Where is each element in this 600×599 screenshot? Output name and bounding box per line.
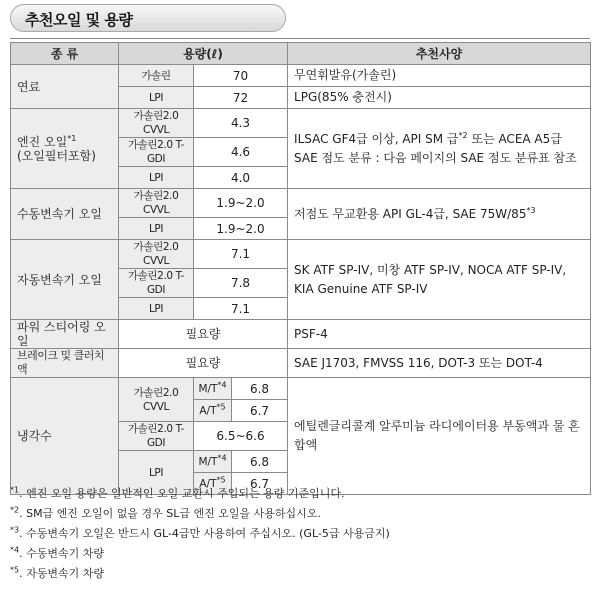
manual-trans-spec-text: 저점도 무교환용 API GL-4급, SAE 75W/85	[294, 206, 527, 221]
auto-trans-spec-line2: KIA Genuine ATF SP-IV	[294, 281, 428, 296]
coolant-cvvl-mt-sup: *4	[217, 380, 227, 389]
engine-oil-spec-line1b: 또는 ACEA A5급	[467, 131, 562, 146]
table-row	[11, 349, 591, 378]
footnote-mark: *4	[10, 545, 20, 555]
engine-oil-spec-line1a: ILSAC GF4급 이상, API SM 급	[294, 131, 459, 146]
footnote-mark: *2	[10, 505, 20, 515]
footnotes	[10, 484, 590, 584]
engine-oil-label	[11, 109, 119, 189]
brake-clutch-value: 필요량	[119, 349, 288, 378]
coolant-lpi-mt-text: M/T	[198, 455, 218, 468]
coolant-sub-cvvl: 가솔린2.0 CVVL	[119, 378, 194, 422]
table-row	[11, 109, 591, 138]
fuel-sub-lpi: LPI	[119, 87, 194, 109]
oil-capacity-table	[10, 42, 591, 495]
power-steering-label: 파워 스티어링 오일	[11, 320, 119, 349]
coolant-lpi-mt-sup: *4	[217, 453, 227, 462]
footnote-mark: *1	[10, 485, 20, 495]
fuel-sub-gasoline: 가솔린	[119, 65, 194, 87]
engine-oil-value-cvvl: 4.3	[194, 109, 288, 138]
coolant-lpi-at-sup: *5	[216, 475, 226, 484]
coolant-lpi-mt-mode	[194, 451, 232, 473]
auto-trans-spec	[288, 240, 591, 320]
footnote-mark: *5	[10, 565, 20, 575]
manual-trans-label: 수동변속기 오일	[11, 189, 119, 240]
fuel-spec-lpi: LPG(85% 충전시)	[288, 87, 591, 109]
engine-oil-sub-cvvl: 가솔린2.0 CVVL	[119, 109, 194, 138]
coolant-cvvl-at-text: A/T	[199, 404, 217, 417]
fuel-value-gasoline: 70	[194, 65, 288, 87]
header-type: 종 류	[11, 43, 119, 65]
table-row	[11, 189, 591, 218]
page-title: 추천오일 및 용량	[25, 11, 133, 29]
manual-trans-value-cvvl: 1.9~2.0	[194, 189, 288, 218]
auto-trans-value-tgdi: 7.8	[194, 269, 288, 298]
footnote	[10, 484, 590, 504]
brake-clutch-label: 브레이크 및 클러치액	[11, 349, 119, 378]
coolant-cvvl-at-mode	[194, 400, 232, 422]
coolant-spec: 에틸렌글리콜계 알루미늄 라디에이터용 부동액과 물 혼합액	[288, 378, 591, 495]
footnote	[10, 564, 590, 584]
header-spec: 추천사양	[288, 43, 591, 65]
coolant-lpi-mt-value: 6.8	[232, 451, 288, 473]
engine-oil-value-lpi: 4.0	[194, 167, 288, 189]
engine-oil-spec	[288, 109, 591, 189]
engine-oil-sub-lpi: LPI	[119, 167, 194, 189]
table-row	[11, 378, 591, 400]
footnote-text: . 수동변속기 오일은 반드시 GL-4급만 사용하여 주십시오. (GL-5급 사용금지)	[19, 527, 390, 540]
fuel-label: 연료	[11, 65, 119, 109]
engine-oil-spec-sup: *2	[458, 130, 468, 140]
coolant-lpi-at-value: 6.7	[232, 473, 288, 495]
manual-trans-sub-lpi: LPI	[119, 218, 194, 240]
engine-oil-spec-line2: SAE 점도 분류 : 다음 페이지의 SAE 점도 분류표 참조	[294, 150, 577, 165]
fuel-value-lpi: 72	[194, 87, 288, 109]
title-underline	[10, 38, 590, 39]
auto-trans-sub-cvvl: 가솔린2.0 CVVL	[119, 240, 194, 269]
power-steering-value: 필요량	[119, 320, 288, 349]
engine-oil-sub-tgdi: 가솔린2.0 T-GDI	[119, 138, 194, 167]
power-steering-spec: PSF-4	[288, 320, 591, 349]
engine-oil-value-tgdi: 4.6	[194, 138, 288, 167]
footnote	[10, 524, 590, 544]
table-row	[11, 240, 591, 269]
coolant-lpi-at-text: A/T	[199, 477, 217, 490]
table-header-row	[11, 43, 591, 65]
engine-oil-label-sub: (오일필터포함)	[17, 148, 96, 163]
auto-trans-sub-lpi: LPI	[119, 298, 194, 320]
manual-trans-sub-cvvl: 가솔린2.0 CVVL	[119, 189, 194, 218]
coolant-cvvl-mt-text: M/T	[198, 382, 218, 395]
footnote-mark: *3	[10, 525, 20, 535]
coolant-cvvl-mt-mode	[194, 378, 232, 400]
brake-clutch-spec: SAE J1703, FMVSS 116, DOT-3 또는 DOT-4	[288, 349, 591, 378]
auto-trans-value-lpi: 7.1	[194, 298, 288, 320]
title-banner	[10, 4, 286, 32]
engine-oil-label-sup: *1	[67, 133, 77, 143]
coolant-tgdi-value: 6.5~6.6	[194, 422, 288, 451]
coolant-sub-lpi: LPI	[119, 451, 194, 495]
footnote-text: . 엔진 오일 용량은 일반적인 오일 교환시 주입되는 용량 기준입니다.	[19, 487, 345, 500]
header-capacity: 용량(ℓ)	[119, 43, 288, 65]
footnote	[10, 504, 590, 524]
table-row	[11, 65, 591, 87]
footnote-text: . 자동변속기 차량	[19, 567, 104, 580]
engine-oil-label-text: 엔진 오일	[17, 134, 68, 149]
fuel-spec-gasoline: 무연휘발유(가솔린)	[288, 65, 591, 87]
coolant-label: 냉각수	[11, 378, 119, 495]
footnote-text: . 수동변속기 차량	[19, 547, 104, 560]
auto-trans-spec-line1: SK ATF SP-IV, 미창 ATF SP-IV, NOCA ATF SP-IV,	[294, 262, 567, 277]
manual-trans-spec	[288, 189, 591, 240]
coolant-cvvl-mt-value: 6.8	[232, 378, 288, 400]
auto-trans-label: 자동변속기 오일	[11, 240, 119, 320]
coolant-cvvl-at-sup: *5	[216, 402, 226, 411]
manual-trans-value-lpi: 1.9~2.0	[194, 218, 288, 240]
table-row	[11, 320, 591, 349]
footnote	[10, 544, 590, 564]
manual-trans-spec-sup: *3	[526, 205, 536, 215]
coolant-cvvl-at-value: 6.7	[232, 400, 288, 422]
auto-trans-sub-tgdi: 가솔린2.0 T-GDI	[119, 269, 194, 298]
coolant-sub-tgdi: 가솔린2.0 T-GDI	[119, 422, 194, 451]
footnote-text: . SM급 엔진 오일이 없을 경우 SL급 엔진 오일을 사용하십시오.	[19, 507, 321, 520]
auto-trans-value-cvvl: 7.1	[194, 240, 288, 269]
